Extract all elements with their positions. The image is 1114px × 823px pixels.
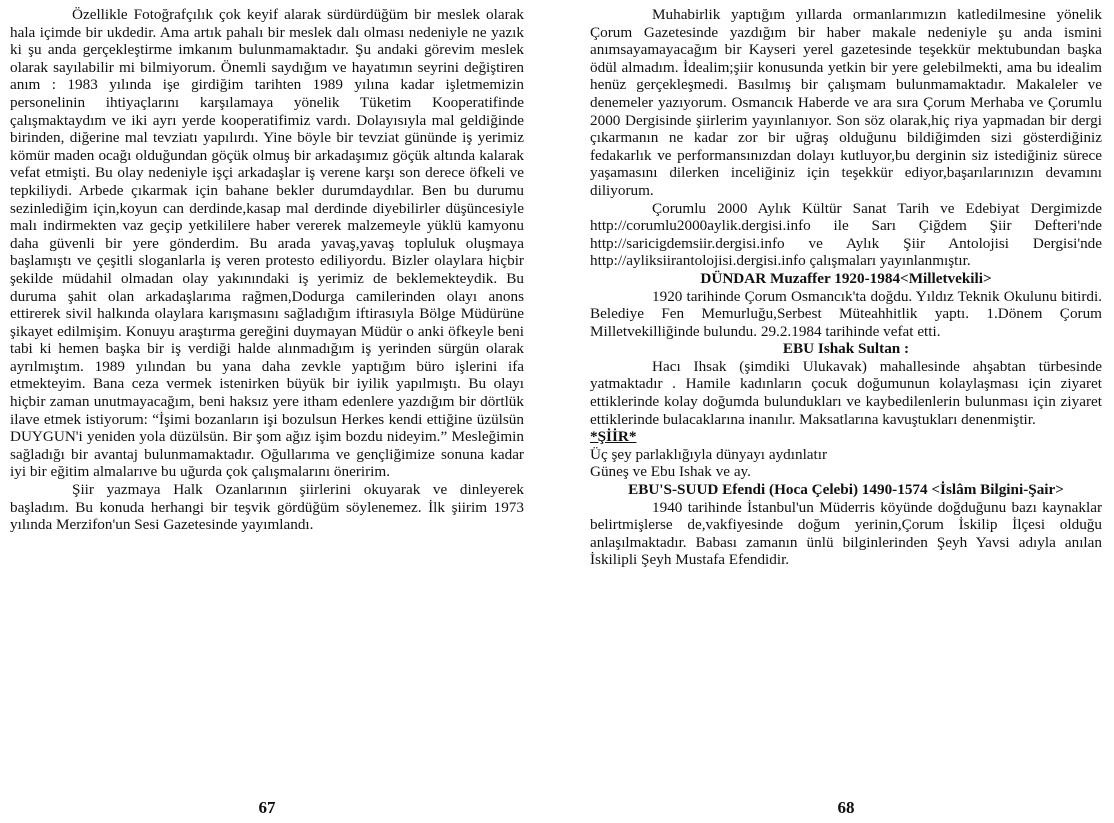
entry-heading: DÜNDAR Muzaffer 1920-1984<Milletvekili> [700, 269, 992, 287]
entry-text: 1940 tarihinde İstanbul'un Müderris köyünde doğduğunu bazı kaynaklar belirtmişlerse de,vakfiyesinde doğum yerinin,Çorum İskilip İlçesi olduğu anlaşılmaktadır. Babası zamanın ünlü bilginlerinden Şeyh Yavsi adıyla anılan İskilipli Şeyh Mustafa Efendidir. [590, 498, 1102, 569]
entry-text: Hacı Ihsak (şimdiki Ulukavak) mahallesinde ahşabtan türbesinde yatmaktadır . Hamile kadınların çocuk doğumunun kolaylaşması için ziyaret ettiklerinde kolay doğumda bulundukları ve kaybedilenlerin bulunması için ziyaret ettiklerinde bulacaklarına inanılır. Maksatlarına kavuştukları denenmiştir. [590, 357, 1102, 428]
entry-text: 1920 tarihinde Çorum Osmancık'ta doğdu. Yıldız Teknik Okulunu bitirdi. Belediye Fen Memurluğu,Serbest Müteahhitlik yaptı. 1.Dönem Çorum Milletvekilliğinde bulundu. 29.2.1984 tarihinde vefat etti. [590, 287, 1102, 340]
right-page-text-column [590, 6, 1102, 569]
paragraph: Özellikle Fotoğrafçılık çok keyif alarak sürdürdüğüm bir meslek olarak hala içimde bir ukdedir. Ama artık pahalı bir meslek dalı olması nedeniyle ne yazık ki şu anda gerçekleştirme imkanım bulunmamaktadır. Şu andaki görevim meslek olarak sayılabilir mi bilmiyorum. Önemli saydığım ve hayatımın seyrini değiştiren anım : 1983 yılında işe girdiğim tarihten 1989 yılına kadar işletmemizin personelinin ihtiyaçlarını karşılamaya yönelik Tüketim Kooperatifinde çalışmaktaydım ve iki ayrı yerde kooperatifimiz vardı. Dolayısıyla mal geldiğinde birinden, diğerine mal tevziatı yapılırdı. Yine böyle bir tevziat gününde iş yerimiz kömür maden ocağı olduğundan göçük olmuş bir arkadaşımız göçük altında kalarak vefat etmişti. Bu olay nedeniyle işçi arkadaşlar iş verene karşı son derece öfkeli ve tepkiliydi. Arbede çıkarmak için bahane bekler durumdaydılar. Ben bu durumu sezinlediğim için,koyun can derdinde,kasap mal derdinde diyebilirler düşüncesiyle malı indirmekten vaz geçip yetkililere haber vererek malzemeyle yüklü kamyonu daha güvenli bir yere gönderdim. Bu arada yavaş,yavaş topluluk oluşmaya başlamıştı ve çeşitli sloganlarla iş veren protesto ediliyordu. Bizler olaylara hiçbir şekilde müdahil olmadan olay yakınındaki iş yerimiz de beklemekteydik. Bu duruma şahit olan arkadaşlarıma rağmen,Dodurga camilerinden olayı anons ettirerek sivil halkında olaylara karışmasını sağladığım iftirasıyla Bölge Müdürüne şikayet edilmişim. Konuyu araştırma gereğini duymayan Müdür o anki öfkeyle beni tabi ki hemen başka bir iş verdiği halde alınmadığım iş yerinden sürgün olarak ayrılmıştım. 1989 yılından bu yana daha zevkle yaptığım büro işlerini ifa etmekteyim. Bana ceza vermek istenirken büyük bir iyilik yapılmıştı. Bu olayı hiçbir zaman unutmayacağım, beni haksız yere itham edenlere yazdığım bir dörtlük ilave etmek istiyorum: “İşimi bozanların işi bozulsun Herkes kendi ettiğine üzülsün DUYGUN'i yeniden yola düzülsün. Bir şom ağız işim bozdu nideyim.” Mesleğimin sağladığı bir avantaj bulunmamaktadır. Oğullarıma ve gençliğimize sonuna kadar iyi bir eğitim almalarıve bu uğurda çok çalışmalarını öneririm. [10, 6, 524, 481]
entry-heading: EBU Ishak Sultan : [782, 340, 910, 358]
left-page [10, 6, 524, 818]
paragraph: Çorumlu 2000 Aylık Kültür Sanat Tarih ve Edebiyat Dergimizde http://corumlu2000aylik.dergisi.info ile Sarı Çiğdem Şiir Defteri'nde http://saricigdemsiir.dergisi.info ve Aylık Şiir Antolojisi Dergisi'nde http://ayliksiirantolojisi.dergisi.info çalışmaları yayınlanmıştır. [590, 199, 1102, 270]
entry-heading: EBU'S-SUUD Efendi (Hoca Çelebi) 1490-1574 <İslâm Bilgini-Şair> [628, 481, 1064, 499]
paragraph: Şiir yazmaya Halk Ozanlarının şiirlerini okuyarak ve dinleyerek başladım. Bu konuda herhangi bir teşvik gördüğüm söylenemez. İlk şiirim 1973 yılında Merzifon'un Sesi Gazetesinde yayımlandı. [10, 481, 524, 534]
right-page [590, 6, 1102, 818]
poem-line: Üç şey parlaklığıyla dünyayı aydınlatır [590, 445, 828, 463]
poem-line: Güneş ve Ebu Ishak ve ay. [590, 463, 751, 481]
poem-title: *ŞİİR* [590, 428, 637, 446]
page-number: 68 [837, 798, 855, 817]
left-page-text-column [10, 6, 524, 534]
page-number: 67 [258, 798, 276, 817]
paragraph: Muhabirlik yaptığım yıllarda ormanlarımızın katledilmesine yönelik Çorum Gazetesinde yazdığım bir haber makale nedeniyle şu anda ismini anımsayamayacağım bir Kayseri yerel gazetesinde teşekkür mektubundan başka ödül almadım. İdealim;şiir konusunda yetkin bir yere gelebilmekti, ama bu idealim henüz gerçekleşmedi. Basılmış bir çalışmam bulunmamaktadır. Makaleler ve denemeler yazıyorum. Osmancık Haberde ve ara sıra Çorum Merhaba ve Çorumlu 2000 Dergisinde şiirlerim yayınlanıyor. Son söz olarak,hiç riya yapmadan bir dergi çıkarmanın ne kadar zor bir uğraş olduğunu bildiğimden sizi gösterdiğiniz fedakarlık ve performansınızdan dolayı kutluyor,bu derginin siz istediğiniz sürece yaşamasını dilerken inceliğiniz için teşekkür ediyor,başarılarınızın devamını diliyorum. [590, 6, 1102, 199]
